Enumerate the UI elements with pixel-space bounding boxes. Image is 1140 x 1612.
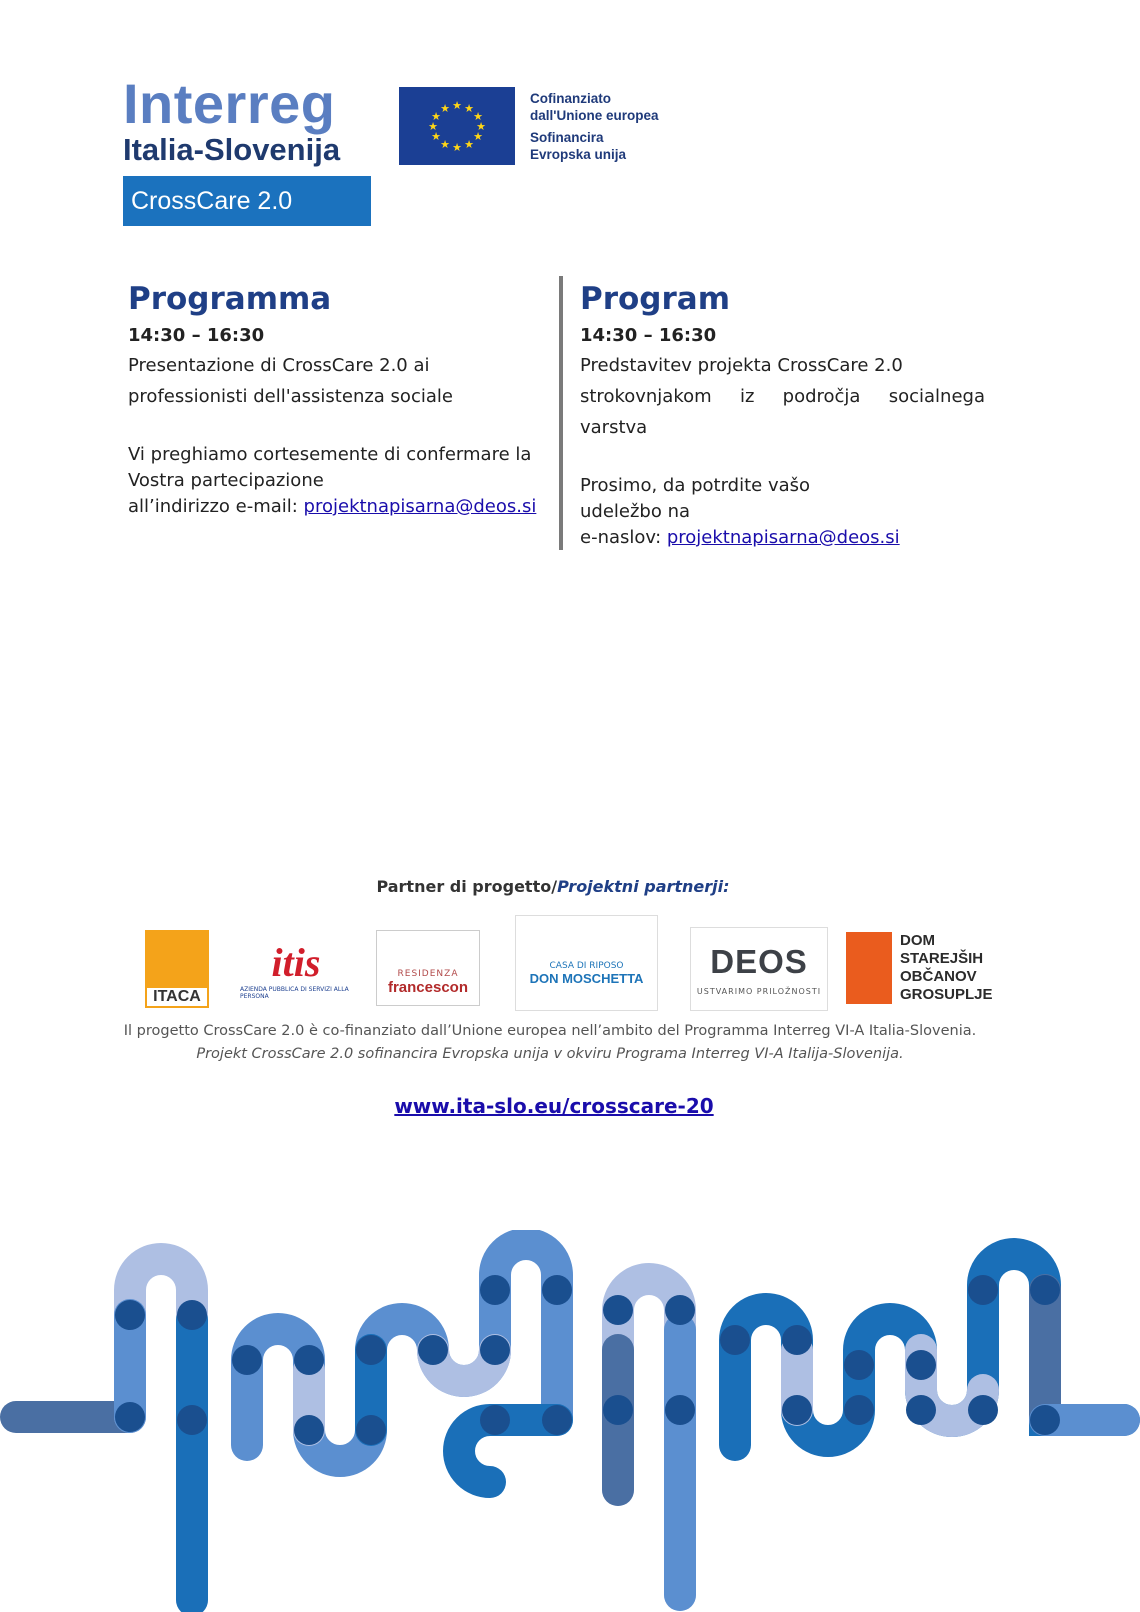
svg-text:★: ★	[464, 102, 474, 115]
description-it-line2: professionisti dell'assistenza sociale	[128, 386, 453, 407]
eu-cofinancing-text: Cofinanziato dall'Unione europea Sofinancira Evropska unija	[530, 91, 659, 162]
interreg-wordmark: Interreg	[123, 72, 336, 135]
partners-heading: Partner di progetto/Projektni partnerji:	[376, 877, 730, 896]
description-sl-line2: strokovnjakom iz področja socialnega varstva	[580, 386, 985, 438]
dom-grosuplje-logo: DOM STAREJŠIH OBČANOV GROSUPLJE	[846, 930, 994, 1006]
svg-text:★: ★	[452, 141, 462, 154]
confirm-sl: Prosimo, da potrdite vašo udeležbo na e-naslov: projektnapisarna@deos.si	[580, 475, 900, 548]
itis-logo: itis AZIENDA PUBBLICA DI SERVIZI ALLA PERSONA	[240, 940, 349, 1000]
interreg-logo	[123, 72, 371, 168]
website	[0, 1094, 1108, 1118]
svg-text:★: ★	[473, 130, 483, 143]
cofinancing-note-sl: Projekt CrossCare 2.0 sofinancira Evropska unija v okviru Programa Interreg VI-A Italija-Slovenija.	[196, 1046, 904, 1062]
eu-flag-icon	[399, 87, 515, 165]
cofinancing-note-it: Il progetto CrossCare 2.0 è co-finanziato dall’Unione europea nell’ambito del Programma Interreg VI-A Italia-Slovenia.	[123, 1023, 977, 1039]
confirm-it: Vi preghiamo cortesemente di confermare la Vostra partecipazione all’indirizzo e-mail: projektnapisarna@deos.si	[128, 444, 537, 517]
francescon-logo: RESIDENZA francescon	[376, 930, 480, 1006]
email-link-it[interactable]: projektnapisarna@deos.si	[303, 496, 537, 517]
time-sl: 14:30 – 16:30	[580, 325, 717, 346]
column-divider	[559, 276, 563, 550]
programme-title-sl: Program	[580, 281, 731, 317]
programme-italian	[128, 280, 543, 520]
svg-text:★: ★	[464, 138, 474, 151]
svg-text:★: ★	[440, 138, 450, 151]
website-link[interactable]: www.ita-slo.eu/crosscare-20	[394, 1094, 714, 1118]
programme-title-it: Programma	[128, 281, 332, 317]
svg-text:★: ★	[440, 102, 450, 115]
svg-text:★: ★	[452, 99, 462, 112]
decorative-wave-graphic	[0, 1230, 1140, 1612]
svg-text:★: ★	[476, 120, 486, 133]
email-link-sl[interactable]: projektnapisarna@deos.si	[666, 527, 900, 548]
svg-text:★: ★	[431, 130, 441, 143]
programme-slovenian	[580, 280, 985, 551]
crosscare-badge: CrossCare 2.0	[123, 176, 371, 226]
itaca-logo: ITACA	[145, 930, 209, 1008]
don-moschetta-logo: CASA DI RIPOSO DON MOSCHETTA	[515, 915, 658, 1011]
svg-text:★: ★	[431, 110, 441, 123]
time-it: 14:30 – 16:30	[128, 325, 265, 346]
interreg-subtitle: Italia-Slovenija	[123, 132, 341, 167]
deos-logo: DEOS USTVARIMO PRILOŽNOSTI	[690, 927, 828, 1011]
svg-text:★: ★	[428, 120, 438, 133]
tree-icon	[846, 932, 892, 1004]
description-it-line1: Presentazione di CrossCare 2.0 ai	[128, 355, 430, 376]
svg-text:★: ★	[473, 110, 483, 123]
description-sl-line1: Predstavitev projekta CrossCare 2.0	[580, 355, 903, 376]
